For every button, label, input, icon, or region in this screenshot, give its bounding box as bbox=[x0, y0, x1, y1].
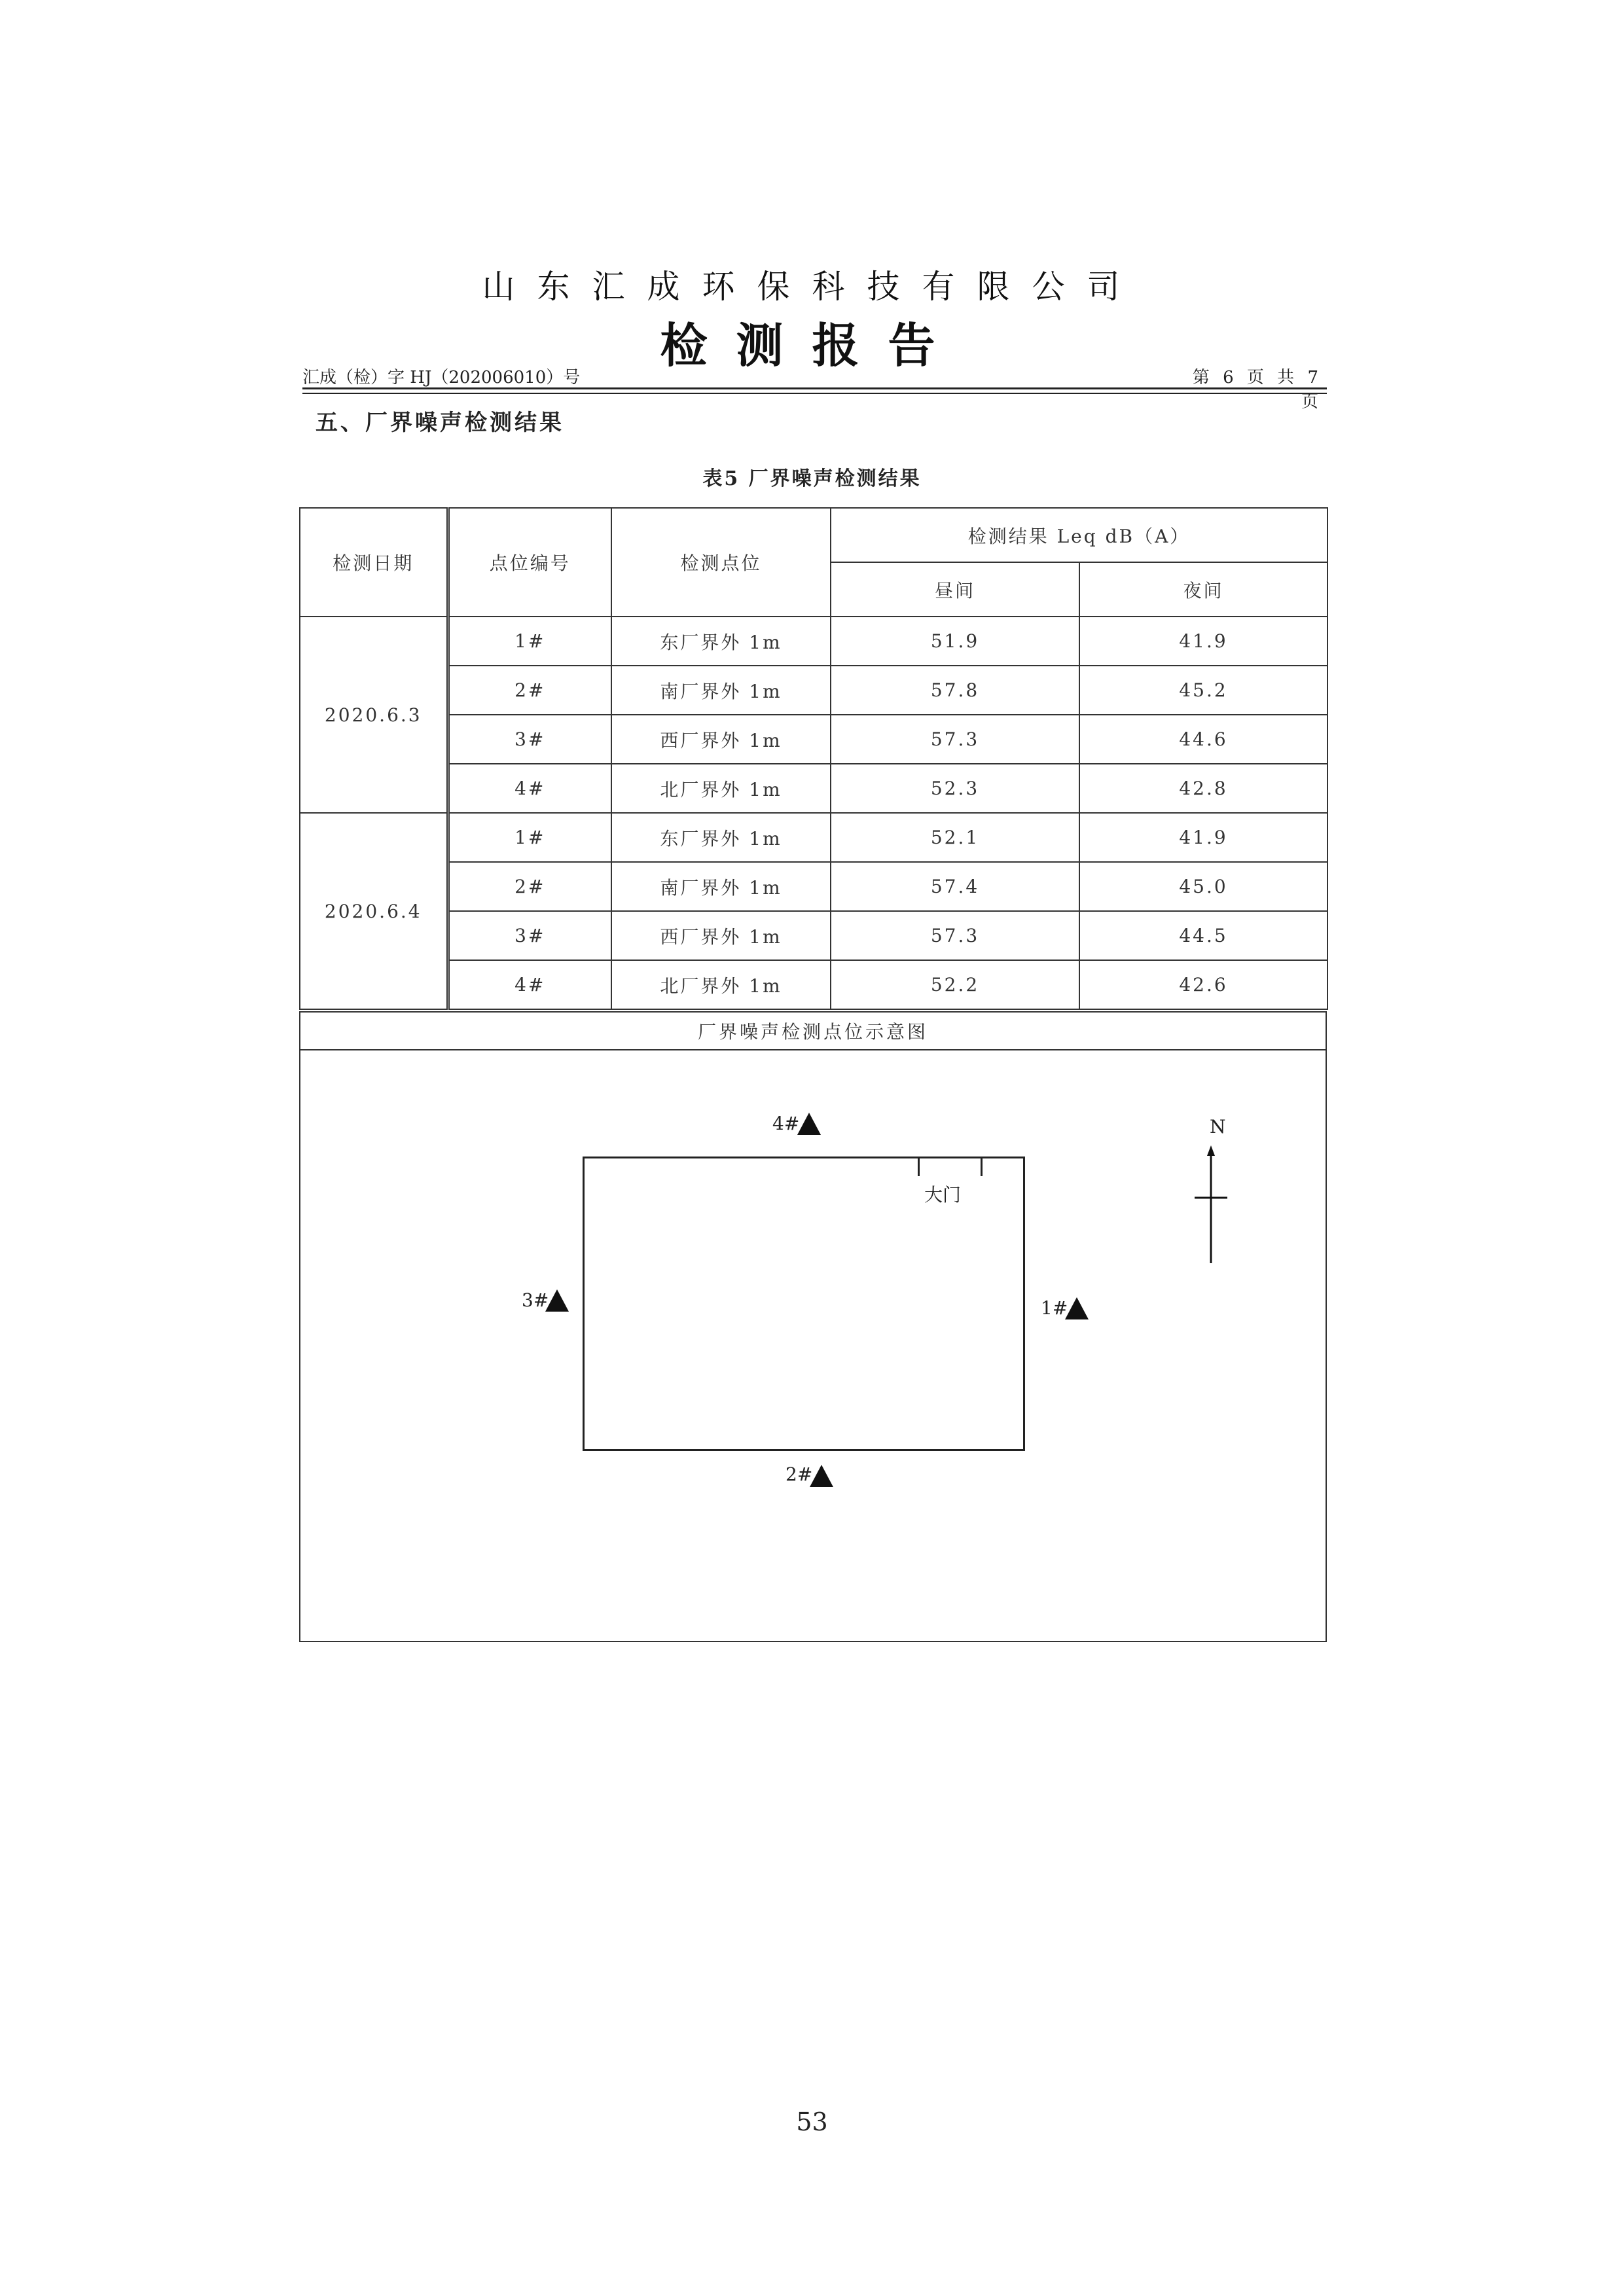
header-rule-thin bbox=[302, 393, 1327, 394]
night-value-cell: 45.2 bbox=[1079, 666, 1327, 715]
north-label: N bbox=[1210, 1116, 1226, 1138]
night-value-cell: 44.6 bbox=[1079, 715, 1327, 764]
table-row bbox=[300, 764, 1327, 813]
table-row bbox=[300, 911, 1327, 960]
location-cell: 北厂界外 1m bbox=[611, 960, 831, 1009]
point-1-label: 1# bbox=[1041, 1297, 1068, 1319]
point-2-triangle-icon bbox=[810, 1465, 833, 1487]
point-1-triangle-icon bbox=[1065, 1297, 1089, 1319]
gate-mark-left bbox=[918, 1157, 920, 1176]
north-arrow-icon bbox=[1191, 1145, 1231, 1263]
day-value-cell: 57.3 bbox=[831, 715, 1079, 764]
location-cell: 南厂界外 1m bbox=[611, 862, 831, 911]
point-cell: 4# bbox=[448, 764, 611, 813]
point-4-label: 4# bbox=[772, 1113, 800, 1134]
report-number: 汇成（检）字 HJ（202006010）号 bbox=[302, 368, 581, 387]
diagram-title: 厂界噪声检测点位示意图 bbox=[299, 1011, 1327, 1050]
table-row bbox=[300, 715, 1327, 764]
table-row bbox=[300, 813, 1327, 862]
header-day: 昼间 bbox=[831, 562, 1079, 617]
point-3-triangle-icon bbox=[545, 1289, 569, 1312]
date-cell: 2020.6.3 bbox=[300, 617, 448, 813]
point-cell: 2# bbox=[448, 862, 611, 911]
location-cell: 西厂界外 1m bbox=[611, 715, 831, 764]
point-3-label: 3# bbox=[522, 1289, 549, 1311]
table-row bbox=[300, 960, 1327, 1009]
point-cell: 3# bbox=[448, 911, 611, 960]
point-cell: 4# bbox=[448, 960, 611, 1009]
location-cell: 东厂界外 1m bbox=[611, 617, 831, 666]
day-value-cell: 52.3 bbox=[831, 764, 1079, 813]
table-caption: 表5 厂界噪声检测结果 bbox=[702, 467, 922, 490]
report-title: 检测报告 bbox=[660, 317, 964, 373]
day-value-cell: 57.4 bbox=[831, 862, 1079, 911]
point-2-label: 2# bbox=[785, 1463, 813, 1485]
night-value-cell: 41.9 bbox=[1079, 617, 1327, 666]
night-value-cell: 41.9 bbox=[1079, 813, 1327, 862]
header-rule bbox=[302, 387, 1327, 389]
point-cell: 2# bbox=[448, 666, 611, 715]
gate-mark-right bbox=[981, 1157, 983, 1176]
night-value-cell: 42.6 bbox=[1079, 960, 1327, 1009]
table-row bbox=[300, 666, 1327, 715]
header-point-no: 点位编号 bbox=[448, 508, 611, 617]
header-date: 检测日期 bbox=[300, 508, 448, 617]
gate-label: 大门 bbox=[924, 1184, 962, 1206]
day-value-cell: 57.8 bbox=[831, 666, 1079, 715]
day-value-cell: 57.3 bbox=[831, 911, 1079, 960]
header-location: 检测点位 bbox=[611, 508, 831, 617]
day-value-cell: 51.9 bbox=[831, 617, 1079, 666]
page-number: 53 bbox=[796, 2108, 828, 2136]
location-cell: 东厂界外 1m bbox=[611, 813, 831, 862]
company-name: 山东汇成环保科技有限公司 bbox=[482, 268, 1142, 306]
table-row bbox=[300, 617, 1327, 666]
page-info: 第 6 页 共 7 页 bbox=[1192, 368, 1322, 412]
night-value-cell: 45.0 bbox=[1079, 862, 1327, 911]
header-night: 夜间 bbox=[1079, 562, 1327, 617]
day-value-cell: 52.1 bbox=[831, 813, 1079, 862]
point-cell: 3# bbox=[448, 715, 611, 764]
location-cell: 北厂界外 1m bbox=[611, 764, 831, 813]
day-value-cell: 52.2 bbox=[831, 960, 1079, 1009]
header-result: 检测结果 Leq dB（A） bbox=[831, 508, 1327, 562]
location-cell: 南厂界外 1m bbox=[611, 666, 831, 715]
night-value-cell: 44.5 bbox=[1079, 911, 1327, 960]
section-title: 五、厂界噪声检测结果 bbox=[316, 410, 564, 436]
location-cell: 西厂界外 1m bbox=[611, 911, 831, 960]
point-cell: 1# bbox=[448, 617, 611, 666]
point-4-triangle-icon bbox=[797, 1113, 821, 1135]
date-cell: 2020.6.4 bbox=[300, 813, 448, 1009]
point-cell: 1# bbox=[448, 813, 611, 862]
night-value-cell: 42.8 bbox=[1079, 764, 1327, 813]
table-row bbox=[300, 862, 1327, 911]
noise-results-table bbox=[299, 507, 1328, 1010]
